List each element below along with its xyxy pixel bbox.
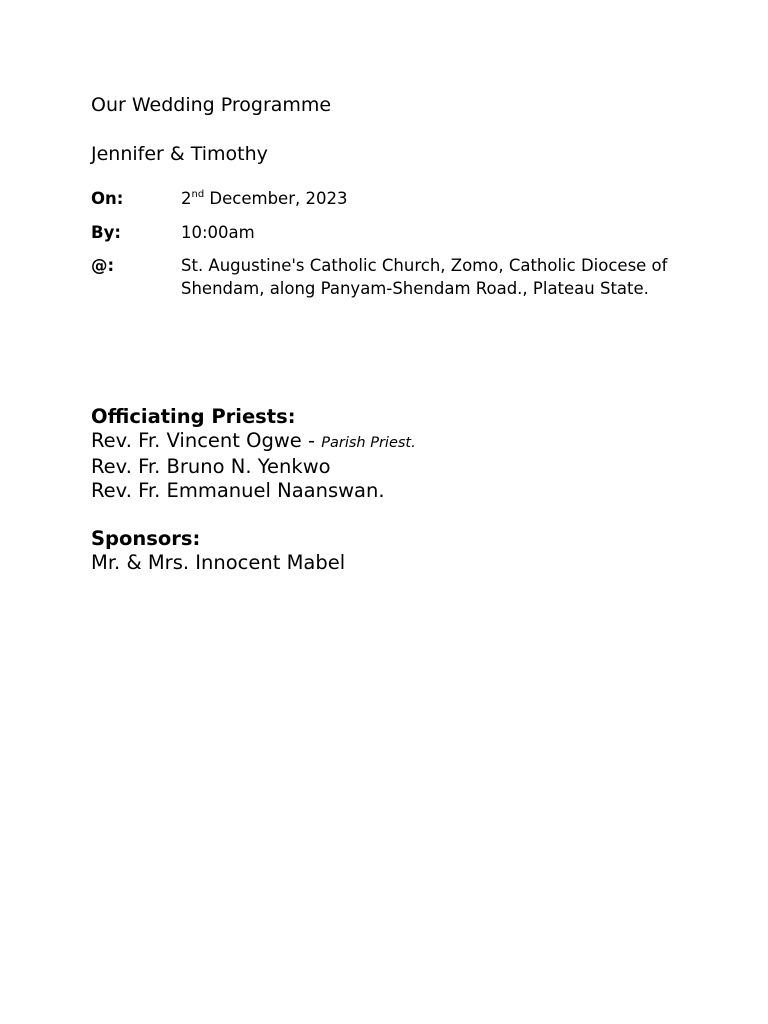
priest-item <box>91 429 416 455</box>
sponsor-item <box>91 551 345 575</box>
venue-label: @: <box>91 256 115 275</box>
priest-name: Rev. Fr. Emmanuel Naanswan. <box>91 479 385 502</box>
sponsor-name: Mr. & Mrs. Innocent Mabel <box>91 551 346 574</box>
date-ordinal: nd <box>191 189 205 200</box>
priest-item <box>91 455 416 479</box>
date-label: On: <box>91 189 124 208</box>
couple-names: Jennifer & Timothy <box>91 143 268 165</box>
priest-name: Rev. Fr. Bruno N. Yenkwo <box>91 455 331 478</box>
sponsors-section <box>91 527 345 575</box>
page-title: Our Wedding Programme <box>91 94 332 116</box>
date-rest: December, 2023 <box>204 189 348 208</box>
venue-value: St. Augustine's Catholic Church, Zomo, Catholic Diocese of Shendam, along Panyam-Shendam Road., Plateau State. <box>181 256 668 298</box>
date-value <box>181 188 347 211</box>
sponsors-heading: Sponsors: <box>91 527 201 550</box>
priest-item <box>91 479 416 503</box>
time-label: By: <box>91 223 121 242</box>
priest-role: Parish Priest. <box>321 435 416 451</box>
time-value: 10:00am <box>181 223 255 242</box>
date-day: 2 <box>181 189 192 208</box>
priests-heading: Officiating Priests: <box>91 405 296 428</box>
priest-name: Rev. Fr. Vincent Ogwe - <box>91 429 322 452</box>
officiating-priests-section <box>91 405 416 503</box>
